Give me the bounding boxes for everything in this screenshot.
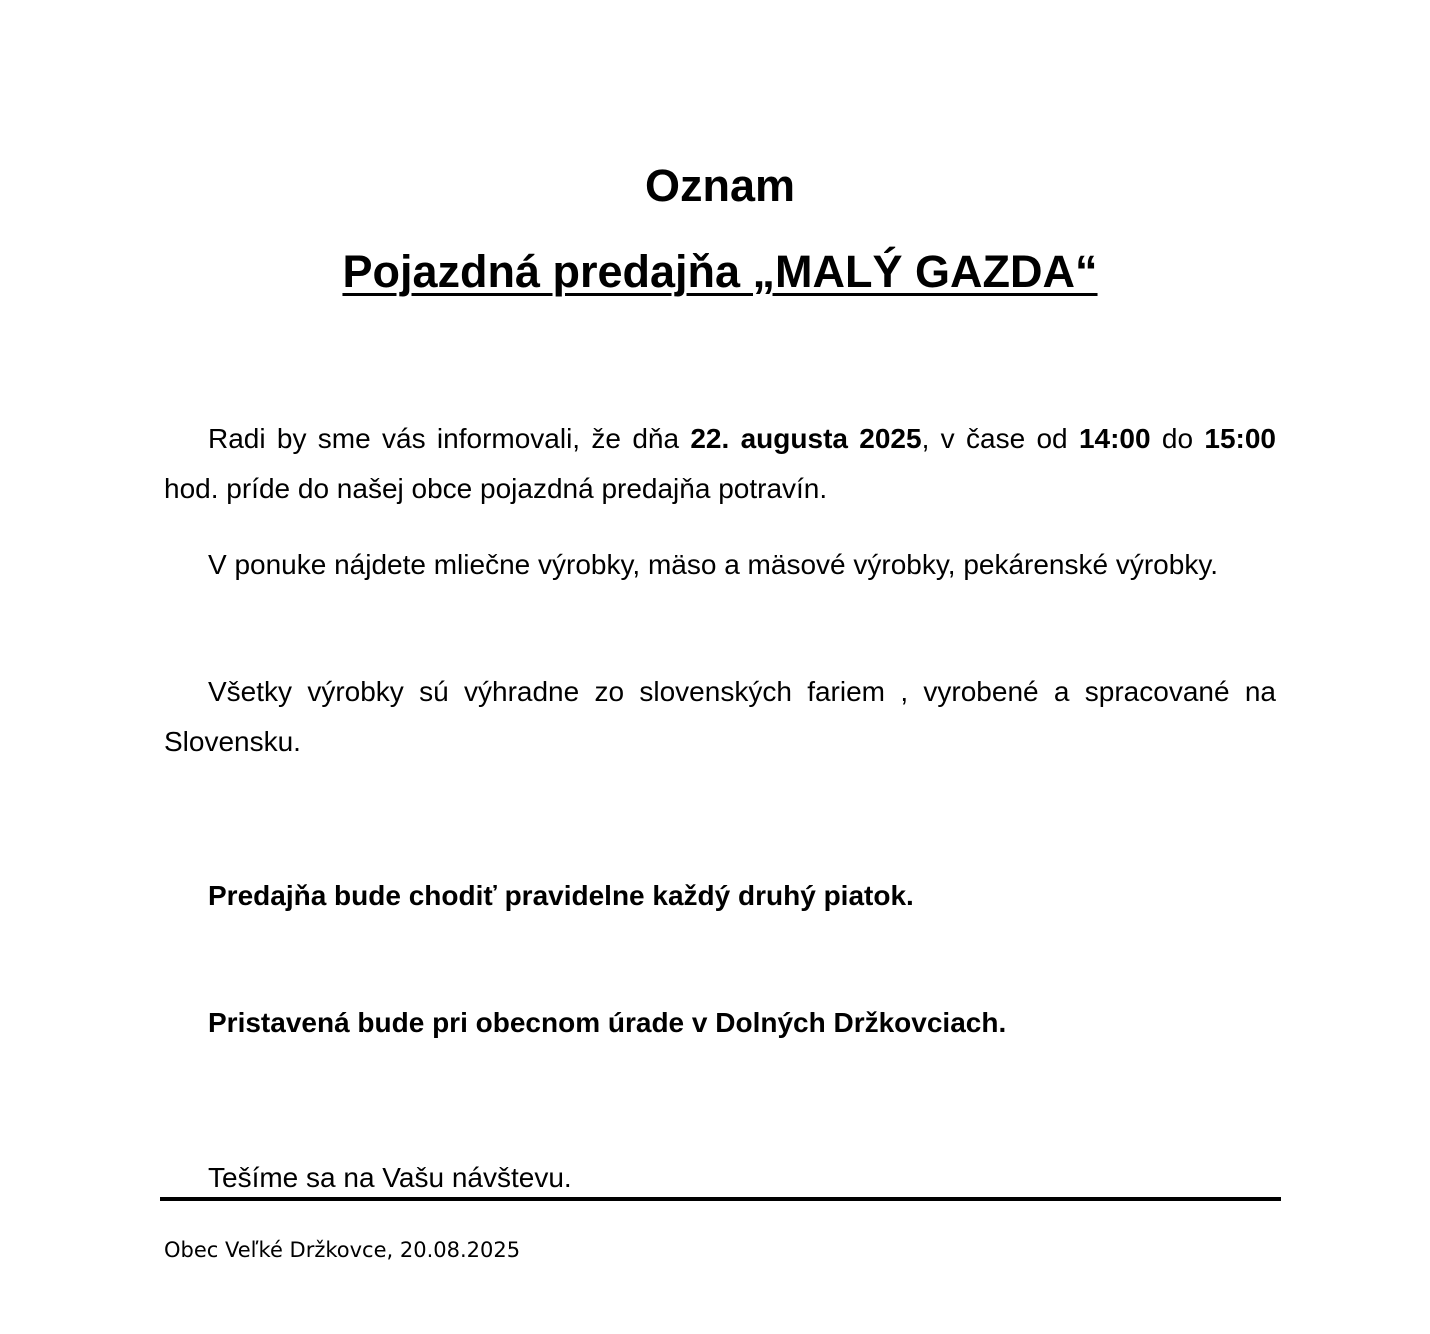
notice-subheading-text: Pojazdná predajňa „MALÝ GAZDA“ <box>342 246 1098 297</box>
time-from: 14:00 <box>1078 423 1151 454</box>
footer-signature: Obec Veľké Držkovce, 20.08.2025 <box>164 1238 521 1262</box>
notice-subheading <box>5 246 1430 298</box>
visit-date: 22. augusta 2025 <box>690 423 922 454</box>
intro-text-a: Radi by sme vás informovali, že dňa <box>208 423 691 454</box>
intro-text-b: , v čase od <box>921 423 1079 454</box>
closing-line: Tešíme sa na Vašu návštevu. <box>208 1162 572 1193</box>
footer-divider <box>160 1197 1281 1201</box>
intro-paragraph <box>164 414 1276 514</box>
time-to: 15:00 <box>1204 423 1276 454</box>
intro-text-d: hod. príde do našej obce pojazdná predajňa potravín. <box>164 473 828 504</box>
schedule-line: Predajňa bude chodiť pravidelne každý druhý piatok. <box>208 880 914 911</box>
location-line: Pristavená bude pri obecnom úrade v Dolných Držkovciach. <box>208 1007 1007 1038</box>
origin-paragraph: Všetky výrobky sú výhradne zo slovenských fariem , vyrobené a spracované na Slovensku. <box>164 676 1276 757</box>
notice-heading: Oznam <box>644 160 796 211</box>
offer-paragraph: V ponuke nájdete mliečne výrobky, mäso a mäsové výrobky, pekárenské výrobky. <box>208 549 1219 580</box>
intro-text-c: do <box>1150 423 1205 454</box>
